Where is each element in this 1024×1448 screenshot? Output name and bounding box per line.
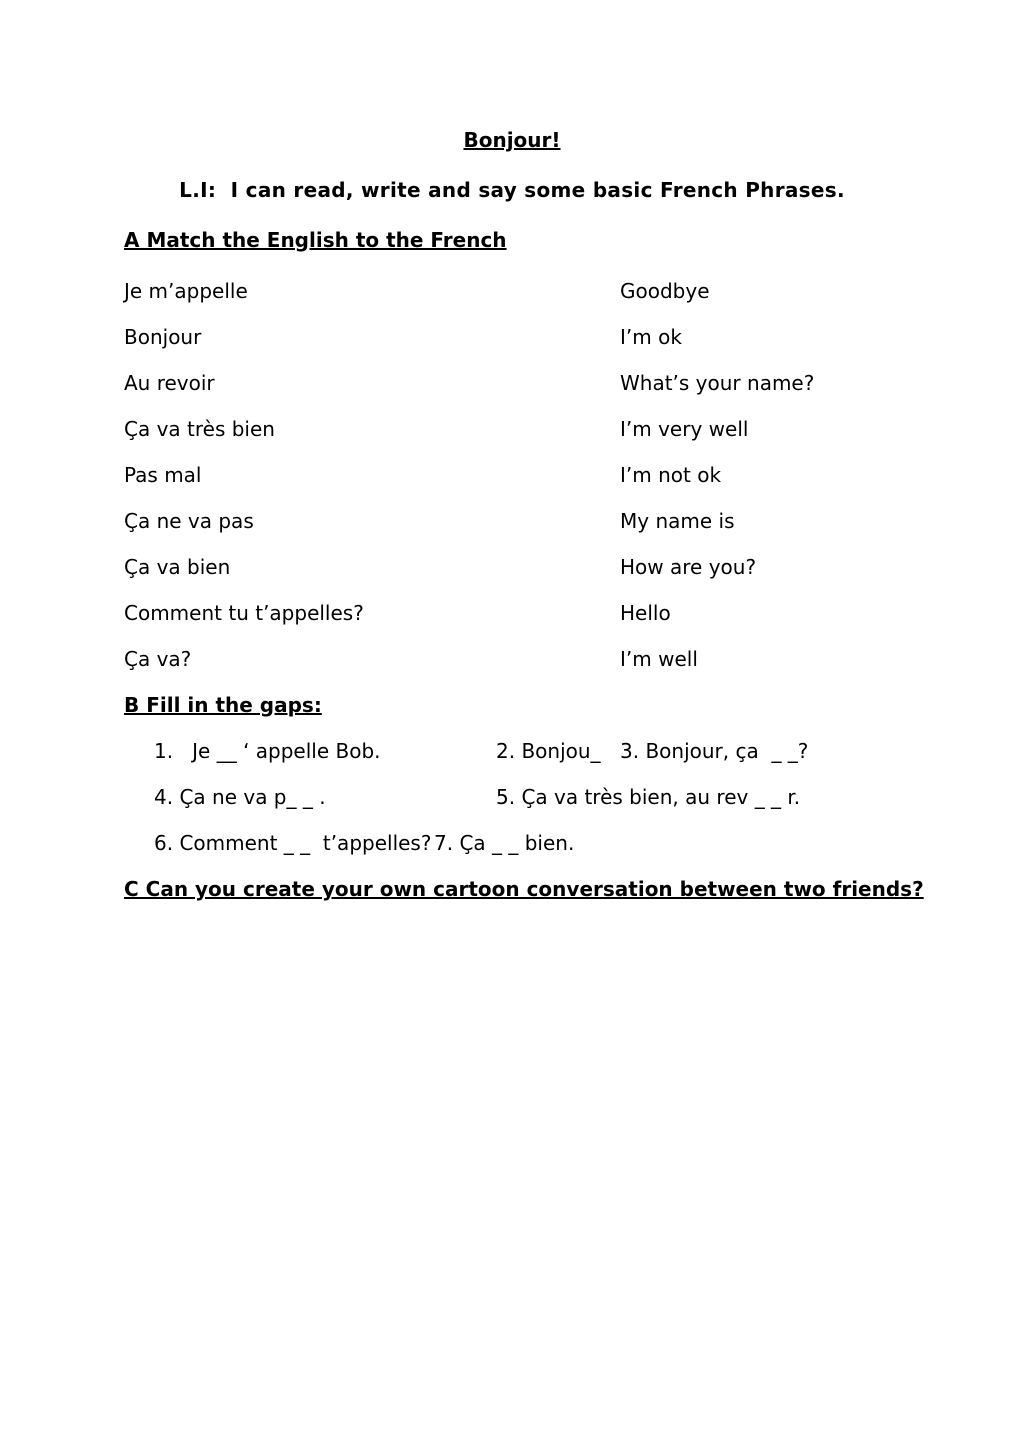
section-b-heading: B Fill in the gaps: bbox=[124, 693, 322, 717]
french-phrase-4: Ça va très bien bbox=[124, 417, 275, 441]
section-c-heading: C Can you create your own cartoon conversation between two friends? bbox=[124, 877, 924, 901]
english-phrase-1: Goodbye bbox=[620, 279, 710, 303]
french-phrase-3: Au revoir bbox=[124, 371, 215, 395]
english-phrase-6: My name is bbox=[620, 509, 735, 533]
french-phrase-6: Ça ne va pas bbox=[124, 509, 254, 533]
section-a-heading: A Match the English to the French bbox=[124, 228, 507, 252]
gap-question-3: 3. Bonjour, ça _ _? bbox=[620, 739, 809, 763]
french-phrase-9: Ça va? bbox=[124, 647, 192, 671]
english-phrase-8: Hello bbox=[620, 601, 671, 625]
french-phrase-7: Ça va bien bbox=[124, 555, 231, 579]
french-phrase-2: Bonjour bbox=[124, 325, 202, 349]
gap-question-6: 6. Comment _ _ t’appelles? bbox=[154, 831, 432, 855]
french-phrase-5: Pas mal bbox=[124, 463, 202, 487]
french-phrase-1: Je m’appelle bbox=[124, 279, 248, 303]
gap-question-4: 4. Ça ne va p_ _ . bbox=[154, 785, 326, 809]
english-phrase-3: What’s your name? bbox=[620, 371, 815, 395]
learning-intention: L.I: I can read, write and say some basic French Phrases. bbox=[179, 178, 845, 202]
page-title: Bonjour! bbox=[463, 128, 561, 152]
gap-question-5: 5. Ça va très bien, au rev _ _ r. bbox=[496, 785, 801, 809]
english-phrase-5: I’m not ok bbox=[620, 463, 722, 487]
gap-question-1: 1. Je __ ‘ appelle Bob. bbox=[154, 739, 381, 763]
english-phrase-9: I’m well bbox=[620, 647, 698, 671]
english-phrase-7: How are you? bbox=[620, 555, 757, 579]
gap-question-2: 2. Bonjou_ bbox=[496, 739, 601, 763]
french-phrase-8: Comment tu t’appelles? bbox=[124, 601, 364, 625]
english-phrase-2: I’m ok bbox=[620, 325, 682, 349]
english-phrase-4: I’m very well bbox=[620, 417, 749, 441]
gap-question-7: 7. Ça _ _ bien. bbox=[434, 831, 575, 855]
